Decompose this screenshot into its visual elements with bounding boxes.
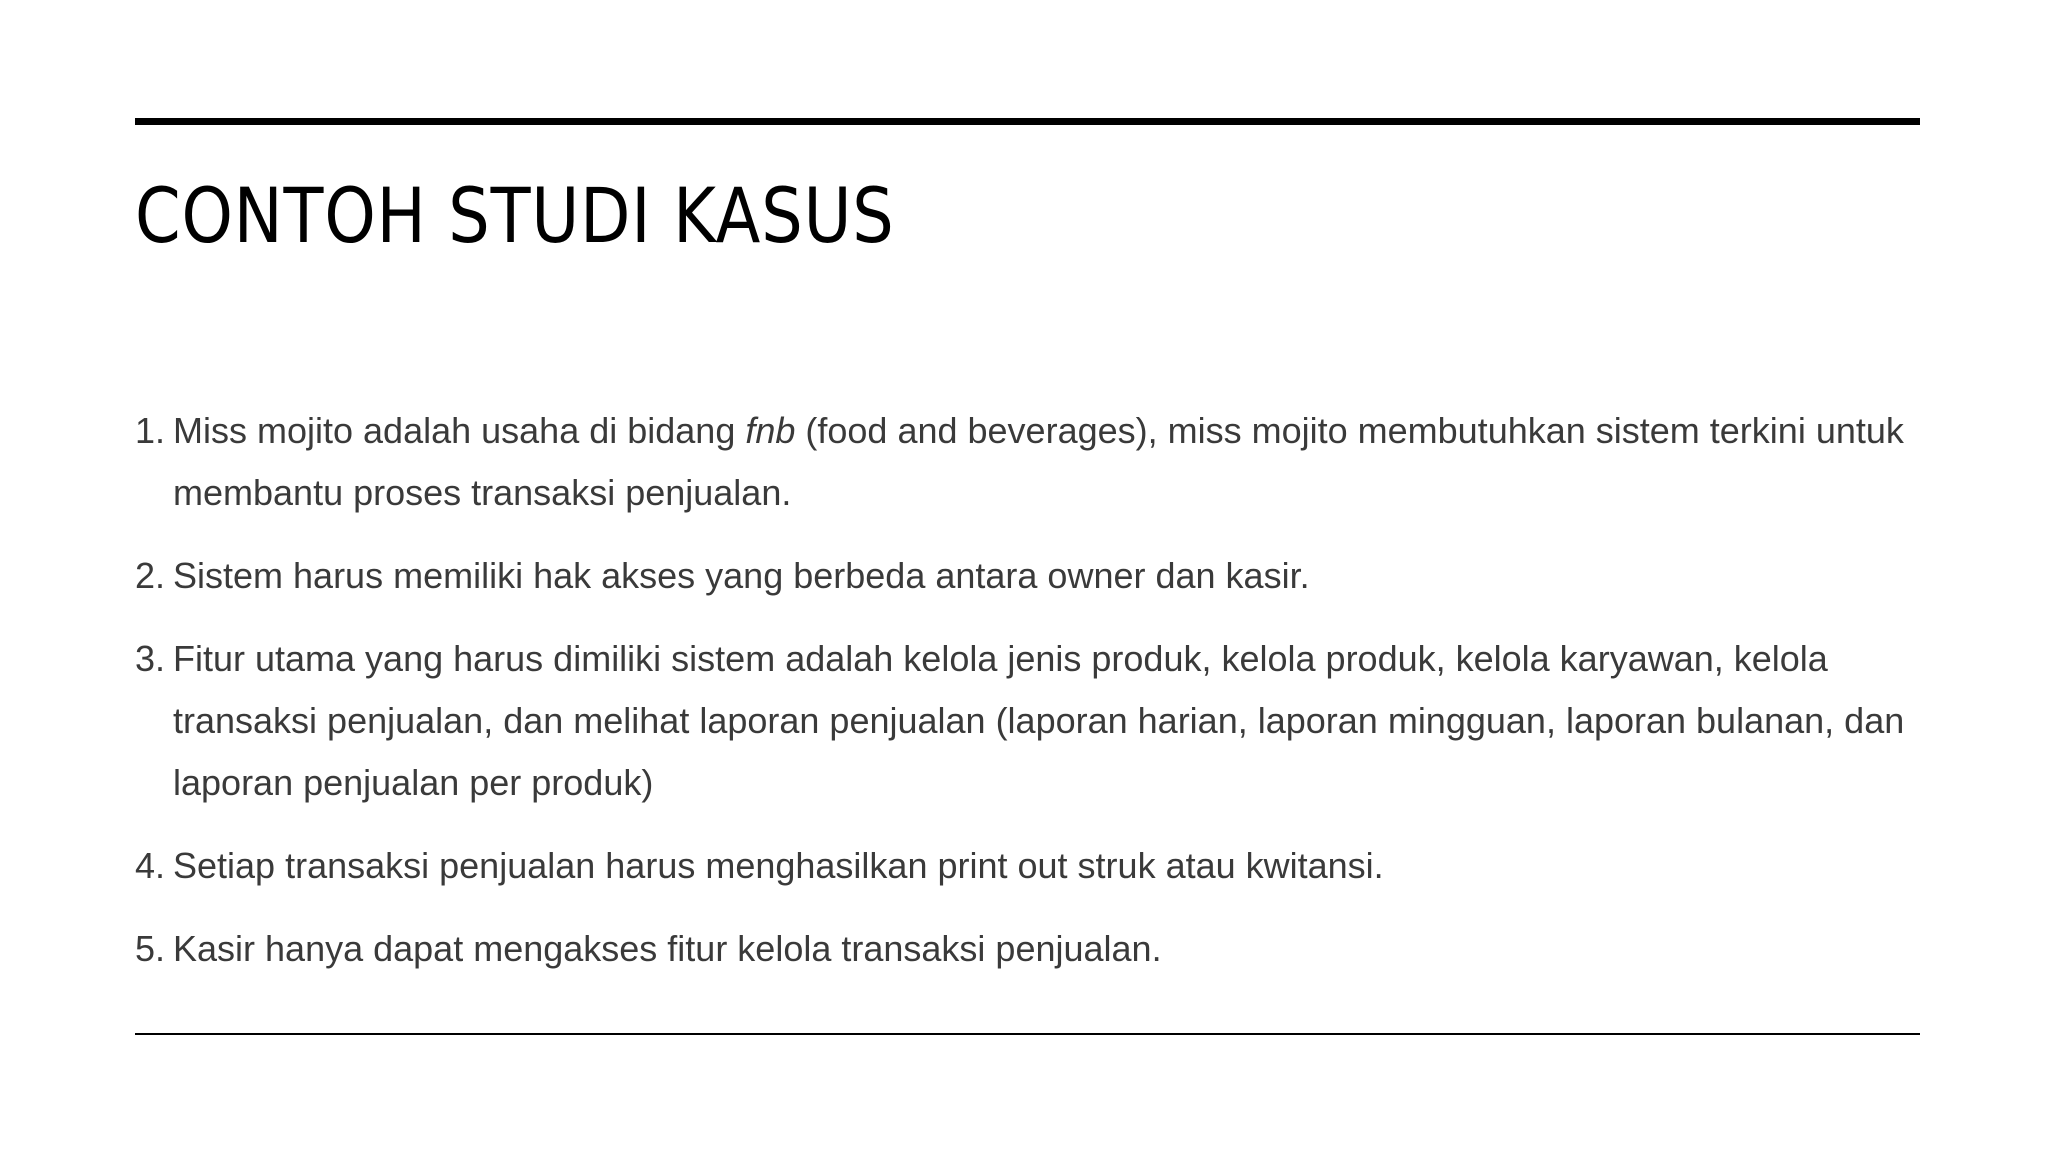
list-item-text: Kasir hanya dapat mengakses fitur kelola transaksi penjualan. bbox=[173, 928, 1162, 969]
list-item-number: 5. bbox=[135, 928, 166, 969]
list-item bbox=[135, 918, 1925, 980]
top-divider bbox=[135, 118, 1920, 125]
list-item-text bbox=[173, 410, 1904, 513]
list-item-number: 1. bbox=[135, 410, 166, 451]
list-item-text: Fitur utama yang harus dimiliki sistem adalah kelola jenis produk, kelola produk, kelola karyawan, kelola transaksi penjualan, dan melihat laporan penjualan (laporan harian, laporan mingguan, laporan bulanan, dan laporan penjualan per produk) bbox=[173, 638, 1905, 803]
list-item-number: 3. bbox=[135, 638, 166, 679]
list-item-text-part: (food and beverages), miss mojito membutuhkan sistem terkini untuk membantu proses transaksi penjualan. bbox=[173, 410, 1904, 513]
list-item bbox=[135, 628, 1925, 814]
case-study-list bbox=[135, 400, 1925, 1001]
slide-title: CONTOH STUDI KASUS bbox=[135, 171, 895, 260]
list-item bbox=[135, 835, 1925, 897]
list-item-number: 4. bbox=[135, 845, 166, 886]
list-item bbox=[135, 545, 1925, 607]
list-item-emphasis: fnb bbox=[745, 410, 796, 451]
list-item-text-part: Miss mojito adalah usaha di bidang bbox=[173, 410, 746, 451]
list-item-text: Setiap transaksi penjualan harus menghasilkan print out struk atau kwitansi. bbox=[173, 845, 1384, 886]
list-item bbox=[135, 400, 1925, 524]
bottom-divider bbox=[135, 1033, 1920, 1035]
list-item-text: Sistem harus memiliki hak akses yang berbeda antara owner dan kasir. bbox=[173, 555, 1310, 596]
list-item-number: 2. bbox=[135, 555, 166, 596]
